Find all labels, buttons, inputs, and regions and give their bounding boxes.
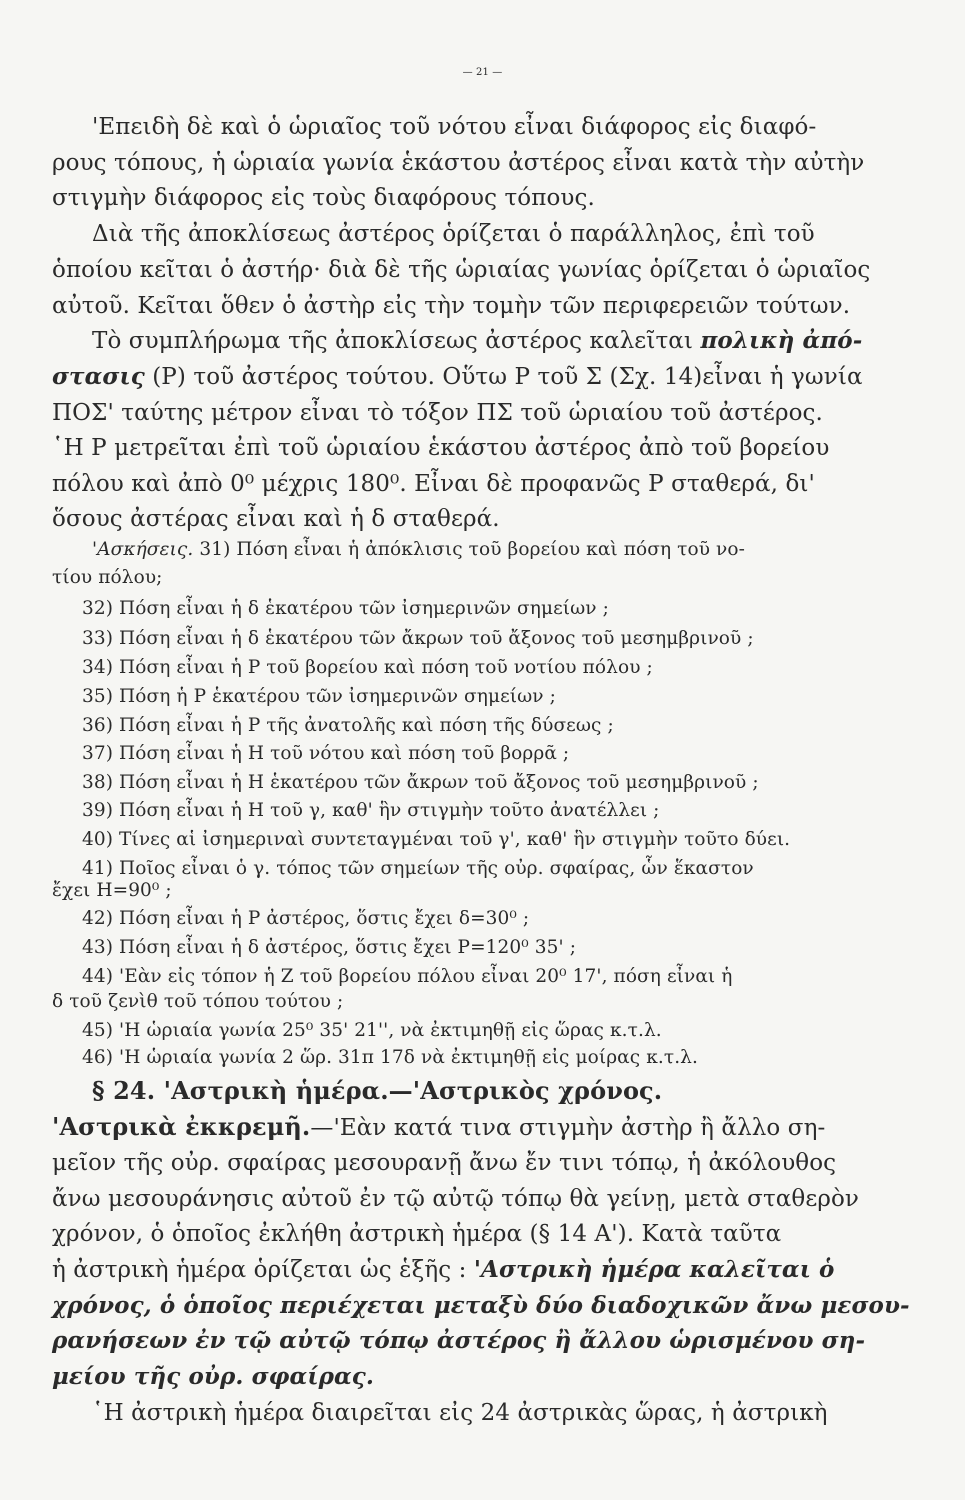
term-polar-distance: πολικὴ ἀπό- bbox=[700, 327, 863, 354]
exercise-line: 38) Πόση εἶναι ἡ H ἑκατέρου τῶν ἄκρων τοῦ ἄξονος τοῦ μεσημβρινοῦ ; bbox=[82, 772, 759, 793]
text-line: Διὰ τῆς ἀποκλίσεως ἀστέρος ὁρίζεται ὁ παράλληλος, ἐπὶ τοῦ bbox=[92, 221, 815, 247]
text-line: ΠΟΣ' ταύτης μέτρον εἶναι τὸ τόξον ΠΣ τοῦ ὡριαίου τοῦ ἀστέρος. bbox=[52, 400, 823, 426]
page-number: — 21 — bbox=[462, 67, 503, 78]
exercise-line: 33) Πόση εἶναι ἡ δ ἑκατέρου τῶν ἄκρων τοῦ ἄξονος τοῦ μεσημβρινοῦ ; bbox=[82, 628, 754, 649]
exercise-line: 32) Πόση εἶναι ἡ δ ἑκατέρου τῶν ἰσημερινῶν σημείων ; bbox=[82, 598, 609, 619]
exercise-line: 34) Πόση εἶναι ἡ P τοῦ βορείου καὶ πόση τοῦ νοτίου πόλου ; bbox=[82, 657, 653, 678]
text-span: Τὸ συμπλήρωμα τῆς ἀποκλίσεως ἀστέρος καλεῖται bbox=[92, 328, 701, 354]
text-span: ἡ ἀστρικὴ ἡμέρα ὁρίζεται ὡς ἑξῆς : bbox=[52, 1257, 474, 1283]
exercise-line: 45) 'Η ὡριαία γωνία 25⁰ 35' 21'', νὰ ἐκτιμηθῇ εἰς ὥρας κ.τ.λ. bbox=[82, 1020, 662, 1041]
text-line: 'Επειδὴ δὲ καὶ ὁ ὡριαῖος τοῦ νότου εἶναι διάφορος εἰς διαφό- bbox=[92, 114, 817, 140]
exercise-line bbox=[92, 537, 745, 563]
text-line bbox=[92, 326, 862, 356]
exercise-line: 42) Πόση εἶναι ἡ P ἀστέρος, ὅστις ἔχει δ=30⁰ ; bbox=[82, 908, 530, 929]
text-line: στιγμὴν διάφορος εἰς τοὺς διαφόρους τόπους. bbox=[52, 185, 595, 211]
text-line: ῾Η ἀστρικὴ ἡμέρα διαιρεῖται εἰς 24 ἀστρικὰς ὥρας, ἡ ἀστρικὴ bbox=[92, 1400, 828, 1426]
text-line: αὐτοῦ. Κεῖται ὅθεν ὁ ἀστὴρ εἰς τὴν τομὴν τῶν περιφερειῶν τούτων. bbox=[52, 293, 851, 319]
exercise-line: 39) Πόση εἶναι ἡ H τοῦ γ, καθ' ἣν στιγμὴν τοῦτο ἀνατέλλει ; bbox=[82, 800, 660, 821]
text-line: ῾Η P μετρεῖται ἐπὶ τοῦ ὡριαίου ἑκάστου ἀστέρος ἀπὸ τοῦ βορείου bbox=[52, 435, 830, 461]
text-line: χρόνον, ὁ ὁποῖος ἐκλήθη ἀστρικὴ ἡμέρα (§ 14 Α'). Κατὰ ταῦτα bbox=[52, 1221, 782, 1247]
text-line: μεῖον τῆς οὐρ. σφαίρας μεσουρανῇ ἄνω ἔν τινι τόπῳ, ἡ ἀκόλουθος bbox=[52, 1150, 837, 1176]
exercise-line: δ τοῦ ζενὶθ τοῦ τόπου τούτου ; bbox=[52, 991, 344, 1012]
exercise-line: ἔχει H=90⁰ ; bbox=[52, 880, 172, 901]
text-line: ὅσους ἀστέρας εἶναι καὶ ἡ δ σταθερά. bbox=[52, 506, 500, 532]
exercises-label: 'Ασκήσεις. bbox=[92, 539, 194, 560]
text-span: —'Εὰν κατά τινα στιγμὴν ἀστὴρ ἢ ἄλλο ση- bbox=[310, 1115, 826, 1141]
exercise-line: 41) Ποῖος εἶναι ὁ γ. τόπος τῶν σημείων τῆς οὐρ. σφαίρας, ὧν ἕκαστον bbox=[82, 858, 754, 879]
exercise-line: 40) Τίνες αἱ ἰσημεριναὶ συντεταγμέναι τοῦ γ', καθ' ἣν στιγμὴν τοῦτο δύει. bbox=[82, 829, 791, 850]
text-line: πόλου καὶ ἀπὸ 0⁰ μέχρις 180⁰. Εἶναι δὲ προφανῶς P σταθερά, δι' bbox=[52, 471, 815, 497]
definition-line: χρόνος, ὁ ὁποῖος περιέχεται μεταξὺ δύο διαδοχικῶν ἄνω μεσου- bbox=[52, 1292, 910, 1319]
exercise-line: 44) 'Εὰν εἰς τόπον ἡ Z τοῦ βορείου πόλου εἶναι 20⁰ 17', πόση εἶναι ἡ bbox=[82, 966, 733, 987]
exercise-line: 46) 'Η ὡριαία γωνία 2 ὥρ. 31π 17δ νὰ ἐκτιμηθῇ εἰς μοίρας κ.τ.λ. bbox=[82, 1047, 698, 1068]
exercise-line: τίου πόλου; bbox=[52, 567, 163, 588]
term-polar-distance-cont: στασις bbox=[52, 363, 145, 390]
text-span: (P) τοῦ ἀστέρος τούτου. Οὕτω P τοῦ Σ (Σχ. 14)εἶναι ἡ γωνία bbox=[144, 364, 863, 390]
exercise-line: 36) Πόση εἶναι ἡ P τῆς ἀνατολῆς καὶ πόση τῆς δύσεως ; bbox=[82, 715, 614, 736]
text-line: ὁποίου κεῖται ὁ ἀστήρ· διὰ δὲ τῆς ὡριαίας γωνίας ὁρίζεται ὁ ὡριαῖος bbox=[52, 257, 871, 283]
text-line bbox=[52, 1255, 835, 1285]
term-sidereal-day: 'Αστρικὴ ἡμέρα καλεῖται ὁ bbox=[473, 1256, 835, 1283]
section-heading: § 24. 'Αστρικὴ ἡμέρα.—'Αστρικὸς χρόνος. bbox=[92, 1076, 663, 1105]
definition-line: ρανήσεων ἐν τῷ αὐτῷ τόπῳ ἀστέρος ἢ ἄλλου ὡρισμένου ση- bbox=[52, 1327, 866, 1354]
text-line bbox=[52, 362, 863, 392]
exercise-line: 37) Πόση εἶναι ἡ H τοῦ νότου καὶ πόση τοῦ βορρᾶ ; bbox=[82, 743, 570, 764]
exercise-line: 43) Πόση εἶναι ἡ δ ἀστέρος, ὅστις ἔχει P=120⁰ 35' ; bbox=[82, 937, 577, 958]
text-line: ἄνω μεσουράνησις αὐτοῦ ἐν τῷ αὐτῷ τόπῳ θὰ γείνῃ, μετὰ σταθερὸν bbox=[52, 1186, 860, 1212]
text-line bbox=[52, 1112, 825, 1143]
text-line: ρους τόπους, ἡ ὡριαία γωνία ἑκάστου ἀστέρος εἶναι κατὰ τὴν αὐτὴν bbox=[52, 150, 865, 176]
section-subheading: 'Αστρικὰ ἐκκρεμῆ. bbox=[52, 1112, 311, 1141]
exercise-line: 35) Πόση ἡ P ἑκατέρου τῶν ἰσημερινῶν σημείων ; bbox=[82, 686, 556, 707]
definition-line: μείου τῆς οὐρ. σφαίρας. bbox=[52, 1363, 374, 1390]
text-span: 31) Πόση εἶναι ἡ ἀπόκλισις τοῦ βορείου καὶ πόση τοῦ νο- bbox=[193, 539, 745, 560]
